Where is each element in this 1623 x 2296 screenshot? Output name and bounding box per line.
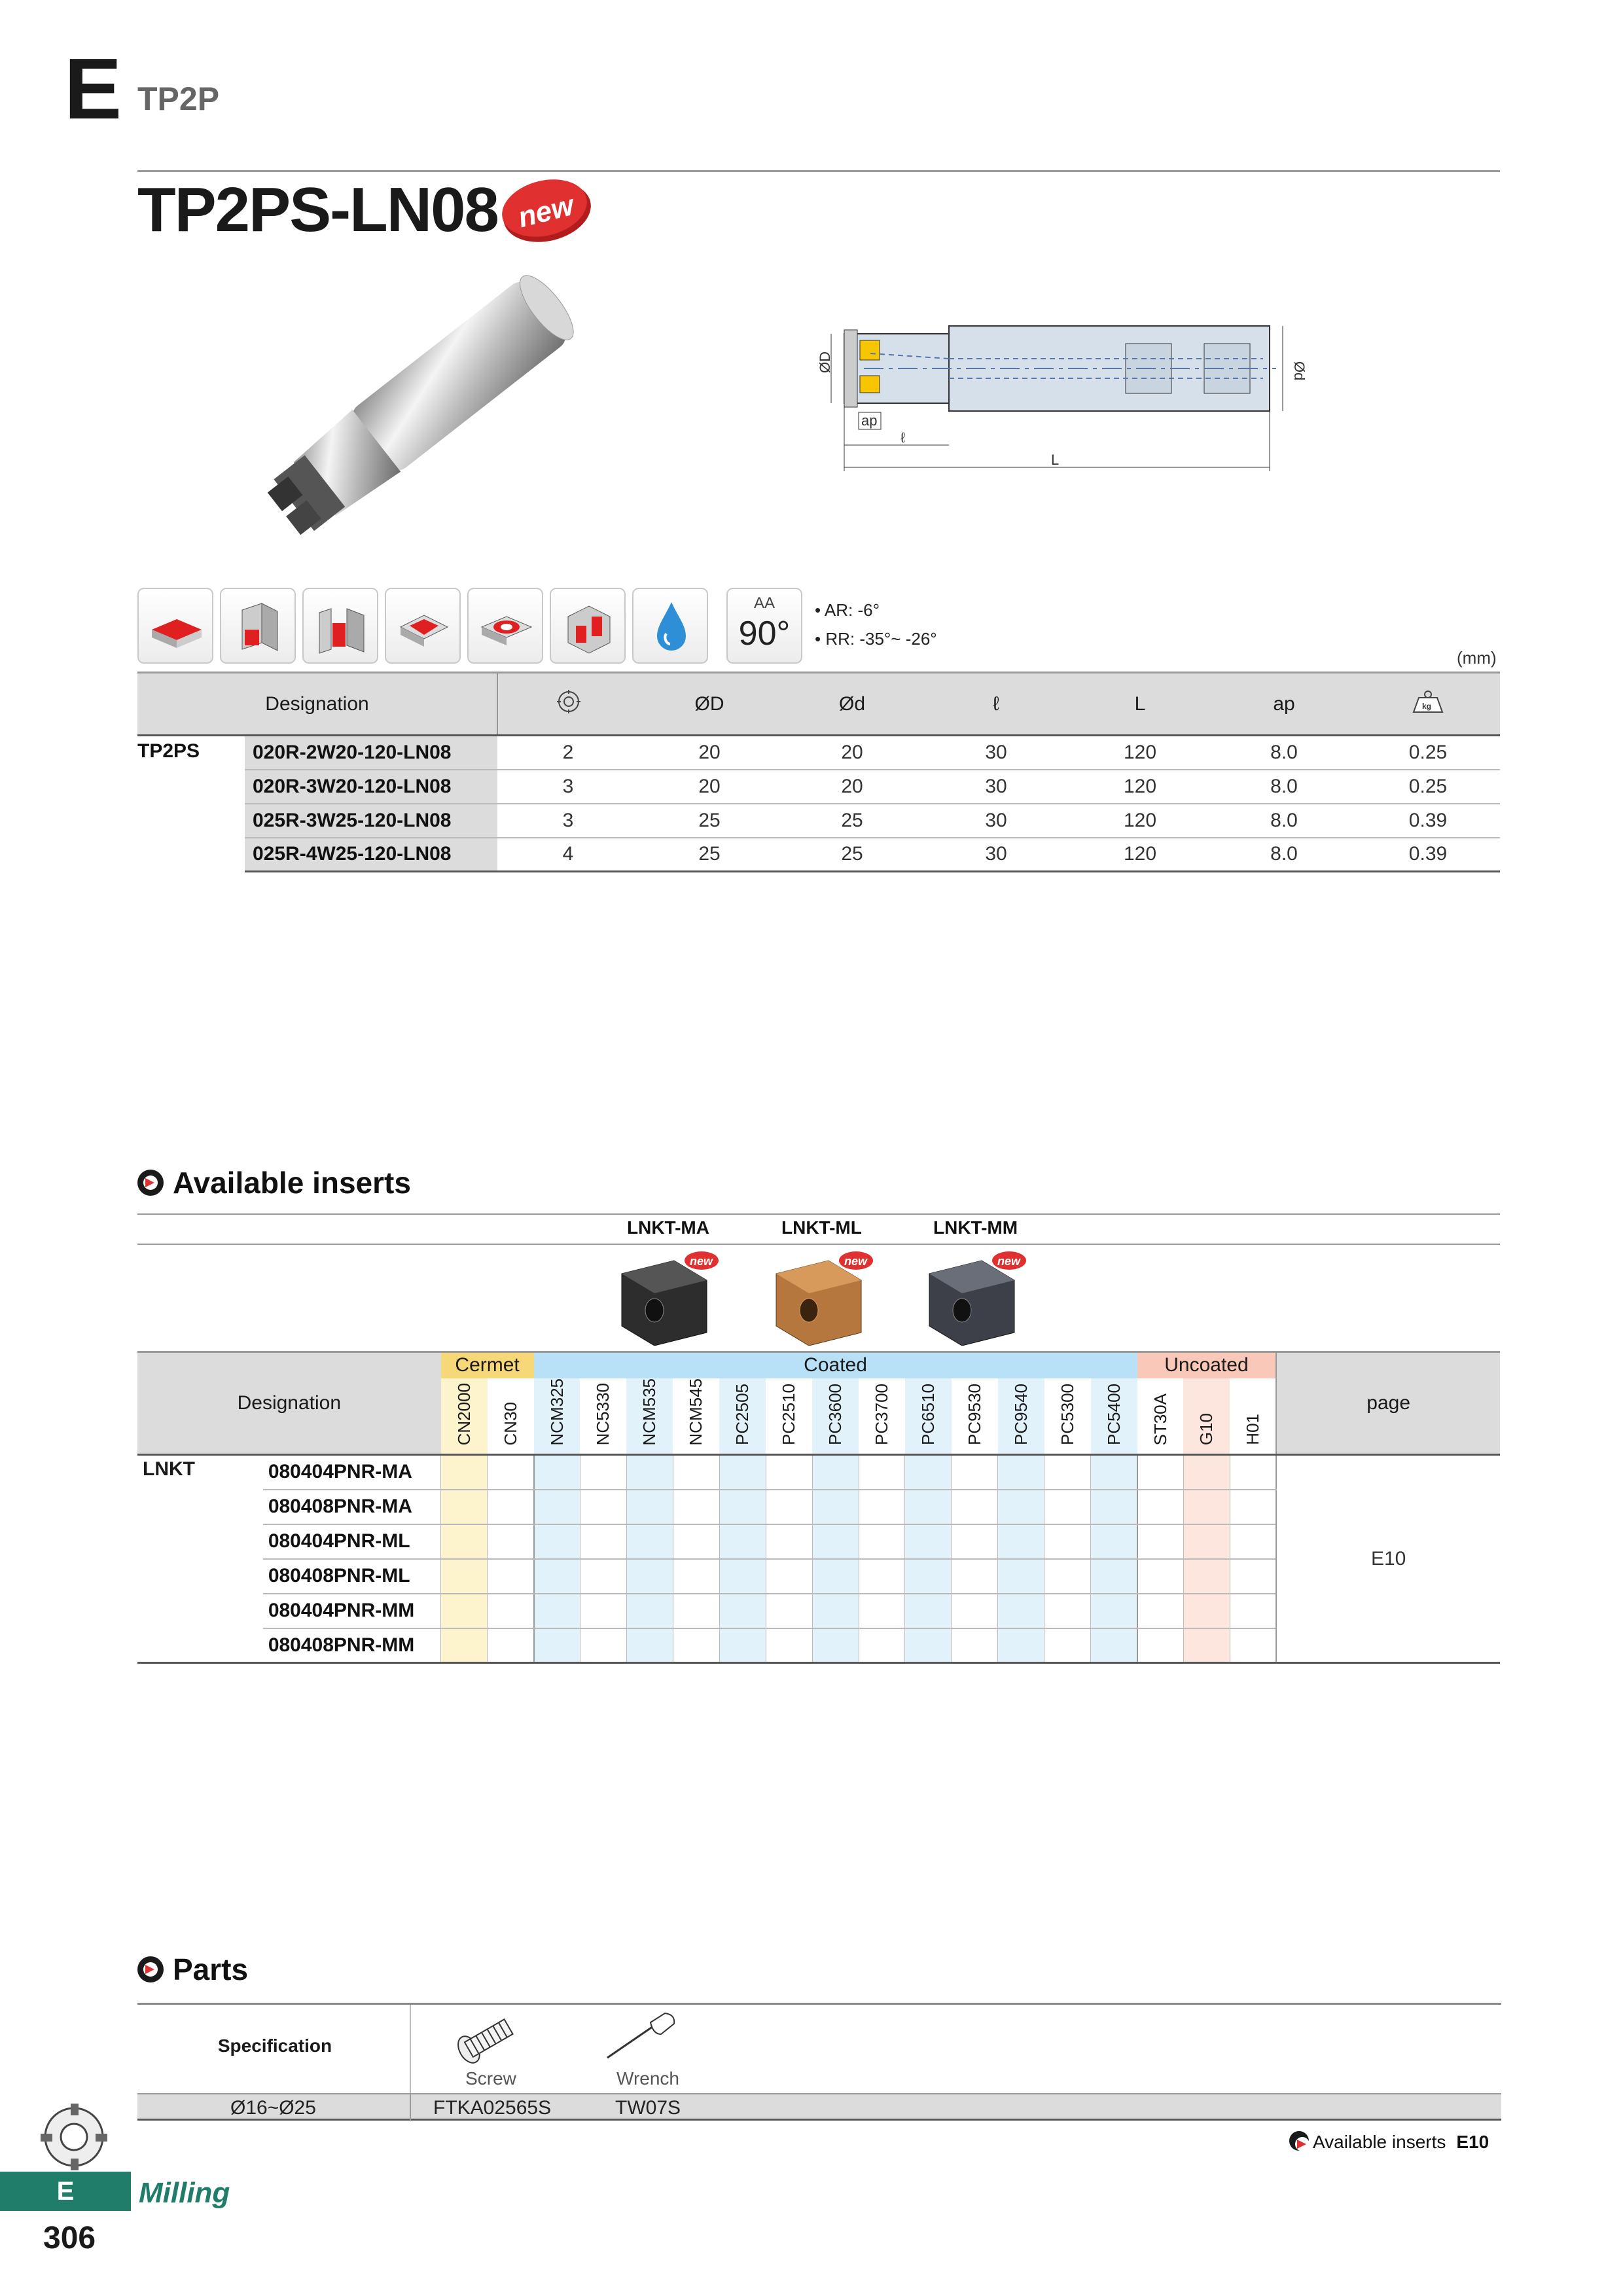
coolant-icon xyxy=(632,588,708,664)
insert-designation: 080404PNR-MM xyxy=(263,1594,441,1628)
radial-rake-note: • RR: -35°~ -26° xyxy=(815,629,937,649)
unit-note: (mm) xyxy=(1457,648,1497,668)
parts-spec-label: Specification xyxy=(217,2036,332,2056)
grade-cell xyxy=(1230,1490,1276,1524)
spec-d: 25 xyxy=(780,804,924,838)
page-number: 306 xyxy=(43,2221,96,2255)
grade-cell xyxy=(952,1490,998,1524)
grade-cell xyxy=(1044,1524,1091,1559)
insert-photo-ma xyxy=(615,1247,726,1349)
insert-designation: 080408PNR-ML xyxy=(263,1559,441,1594)
parts-divider xyxy=(410,2093,411,2121)
dim-L-label: L xyxy=(1051,452,1060,468)
spec-designation: 025R-3W25-120-LN08 xyxy=(245,804,497,838)
grade-cell xyxy=(580,1524,626,1559)
grade-cell xyxy=(905,1594,952,1628)
grade-cell xyxy=(488,1559,534,1594)
insert-designation: 080408PNR-MM xyxy=(263,1628,441,1663)
spec-row xyxy=(137,838,1500,872)
grade-cell xyxy=(441,1594,488,1628)
grade-cell xyxy=(719,1524,766,1559)
grade-cell xyxy=(626,1628,673,1663)
grade-cell xyxy=(812,1594,859,1628)
grade-cell xyxy=(673,1455,719,1490)
grade-cell xyxy=(1044,1594,1091,1628)
grade-cell xyxy=(673,1524,719,1559)
screw-value: FTKA02565S xyxy=(433,2097,552,2119)
parts-title: Parts xyxy=(173,1952,249,1986)
spec-L: 120 xyxy=(1068,736,1212,770)
spec-d: 20 xyxy=(780,770,924,804)
grade-pc2510 xyxy=(766,1378,812,1455)
grade-cell xyxy=(859,1524,905,1559)
grade-cell xyxy=(673,1628,719,1663)
grade-cell xyxy=(534,1490,580,1524)
parts-rule xyxy=(137,2003,1501,2005)
grade-pc2505 xyxy=(719,1378,766,1455)
grade-label: PC3600 xyxy=(825,1384,846,1446)
grade-label: NCM325 xyxy=(546,1378,567,1446)
new-badge-text: new xyxy=(997,1255,1021,1268)
slotting-icon xyxy=(302,588,378,664)
grade-cell xyxy=(488,1490,534,1524)
spec-ap: 8.0 xyxy=(1212,804,1356,838)
weight-icon xyxy=(1356,673,1500,736)
spec-L: 120 xyxy=(1068,838,1212,872)
grade-cell xyxy=(580,1559,626,1594)
section-letter: E xyxy=(64,41,122,137)
spec-d: 25 xyxy=(780,838,924,872)
grade-cell xyxy=(534,1455,580,1490)
grade-cell xyxy=(1137,1559,1184,1594)
spec-ap: 8.0 xyxy=(1212,736,1356,770)
product-title: TP2PS-LN08 xyxy=(137,175,498,245)
spec-d: 20 xyxy=(780,736,924,770)
spec-flutes: 3 xyxy=(497,770,639,804)
wrench-icon xyxy=(602,2011,681,2066)
grade-cell xyxy=(905,1524,952,1559)
spec-D: 25 xyxy=(639,804,780,838)
product-photo xyxy=(229,268,596,547)
wrench-value: TW07S xyxy=(615,2097,681,2119)
grade-cell xyxy=(1230,1594,1276,1628)
grade-ncm535 xyxy=(626,1378,673,1455)
spec-weight: 0.25 xyxy=(1356,736,1500,770)
spec-flutes: 4 xyxy=(497,838,639,872)
spec-l: 30 xyxy=(924,804,1068,838)
grade-label: CN30 xyxy=(500,1401,520,1446)
new-badge-text: new xyxy=(844,1255,868,1268)
grade-cell xyxy=(719,1490,766,1524)
grade-cell xyxy=(580,1490,626,1524)
grade-cell xyxy=(766,1524,812,1559)
section-arrow-icon xyxy=(137,1956,164,1982)
grade-cell xyxy=(1091,1594,1137,1628)
rake-angle-notes xyxy=(815,596,937,653)
section-arrow-icon xyxy=(1289,2131,1309,2151)
grade-cell xyxy=(1091,1559,1137,1594)
grade-pc3700 xyxy=(859,1378,905,1455)
face-milling-icon xyxy=(137,588,213,664)
grade-cell xyxy=(766,1594,812,1628)
insert-designation: 080408PNR-MA xyxy=(263,1490,441,1524)
insert-type-label: LNKT-MA xyxy=(627,1217,709,1238)
grade-label: PC9540 xyxy=(1010,1384,1031,1446)
spec-L: 120 xyxy=(1068,770,1212,804)
grade-pc6510 xyxy=(905,1378,952,1455)
grade-cell xyxy=(952,1524,998,1559)
grade-cell xyxy=(766,1559,812,1594)
grade-label: PC3700 xyxy=(871,1384,891,1446)
insert-type-label: LNKT-MM xyxy=(933,1217,1018,1238)
grade-cell xyxy=(626,1490,673,1524)
grade-cell xyxy=(1230,1524,1276,1559)
grade-cell xyxy=(488,1524,534,1559)
foot-link-label: Available inserts xyxy=(1313,2132,1446,2152)
spec-l: 30 xyxy=(924,838,1068,872)
axial-rake-note: • AR: -6° xyxy=(815,600,880,620)
grade-pc9530 xyxy=(952,1378,998,1455)
grade-cell xyxy=(998,1490,1044,1524)
grade-cell xyxy=(673,1559,719,1594)
grade-pc5400 xyxy=(1091,1378,1137,1455)
grade-cell xyxy=(673,1594,719,1628)
group-cermet: Cermet xyxy=(441,1352,534,1378)
spec-group: TP2PS xyxy=(137,740,200,762)
grade-cell xyxy=(812,1455,859,1490)
header-rule xyxy=(137,170,1500,172)
grade-cell xyxy=(859,1455,905,1490)
grade-cell xyxy=(766,1628,812,1663)
grade-cell xyxy=(626,1559,673,1594)
grade-cell xyxy=(812,1524,859,1559)
grade-cell xyxy=(766,1455,812,1490)
grade-cell xyxy=(1183,1559,1230,1594)
spec-row xyxy=(137,770,1500,804)
grade-cell xyxy=(905,1455,952,1490)
helical-interpolation-icon xyxy=(467,588,543,664)
dim-d-label: Ød xyxy=(1291,361,1308,381)
grade-cell xyxy=(998,1524,1044,1559)
spec-weight: 0.25 xyxy=(1356,770,1500,804)
grade-cell xyxy=(626,1524,673,1559)
grade-cell xyxy=(441,1628,488,1663)
flutes-icon xyxy=(497,673,639,736)
dim-D-label: ØD xyxy=(817,351,833,373)
parts-value-row xyxy=(137,2093,1501,2121)
grade-cell xyxy=(952,1628,998,1663)
grade-st30a xyxy=(1137,1378,1184,1455)
shoulder-milling-icon xyxy=(220,588,296,664)
grade-g10 xyxy=(1183,1378,1230,1455)
spec-flutes: 2 xyxy=(497,736,639,770)
grade-cell xyxy=(859,1594,905,1628)
grade-label: ST30A xyxy=(1150,1393,1170,1446)
grade-cell xyxy=(1137,1490,1184,1524)
header-D: ØD xyxy=(639,673,780,736)
grade-cell xyxy=(534,1594,580,1628)
technical-drawing xyxy=(805,314,1315,488)
grade-cell xyxy=(812,1490,859,1524)
foot-link-page: E10 xyxy=(1456,2132,1489,2152)
section-arrow-icon xyxy=(137,1170,164,1196)
approach-angle-label: AA xyxy=(753,594,775,612)
grade-cell xyxy=(488,1594,534,1628)
milling-cutter-icon xyxy=(38,2101,110,2176)
part-caption: Screw xyxy=(465,2068,516,2089)
inserts-heading xyxy=(137,1165,411,1200)
inserts-rule xyxy=(137,1213,1500,1215)
header-ap: ap xyxy=(1212,673,1356,736)
grade-cell xyxy=(441,1559,488,1594)
grade-nc5330 xyxy=(580,1378,626,1455)
new-badge xyxy=(497,171,596,253)
grade-cell xyxy=(1044,1559,1091,1594)
grade-cell xyxy=(534,1559,580,1594)
grade-cell xyxy=(1230,1559,1276,1594)
spec-l: 30 xyxy=(924,736,1068,770)
grade-label: PC9530 xyxy=(964,1384,984,1446)
grade-cell xyxy=(1044,1628,1091,1663)
inserts-group-row xyxy=(137,1352,1500,1378)
header-L: L xyxy=(1068,673,1212,736)
spec-D: 20 xyxy=(639,736,780,770)
grade-label: PC2505 xyxy=(732,1384,753,1446)
grade-cell xyxy=(1183,1455,1230,1490)
approach-angle-box xyxy=(726,588,802,664)
ramping-icon xyxy=(385,588,461,664)
section-name: TP2P xyxy=(137,81,220,117)
inserts-rule xyxy=(137,1244,1500,1245)
svg-text:kg: kg xyxy=(1422,701,1432,711)
grade-cell xyxy=(812,1628,859,1663)
grade-label: CN2000 xyxy=(454,1382,474,1446)
grade-cell xyxy=(441,1490,488,1524)
grade-cell xyxy=(1044,1455,1091,1490)
grade-cell xyxy=(998,1455,1044,1490)
insert-photo-ml xyxy=(770,1247,881,1349)
grade-cell xyxy=(905,1628,952,1663)
grade-cell xyxy=(998,1628,1044,1663)
grade-cell xyxy=(1044,1490,1091,1524)
spec-table xyxy=(137,672,1500,872)
grade-cell xyxy=(488,1455,534,1490)
grade-cell xyxy=(998,1594,1044,1628)
grade-pc5300 xyxy=(1044,1378,1091,1455)
spec-row xyxy=(137,804,1500,838)
grade-cell xyxy=(905,1490,952,1524)
insert-group: LNKT xyxy=(137,1455,263,1663)
grade-cell xyxy=(952,1594,998,1628)
grade-cell xyxy=(673,1490,719,1524)
screw-icon xyxy=(452,2009,524,2072)
inserts-table xyxy=(137,1351,1500,1664)
grade-cell xyxy=(1091,1524,1137,1559)
spec-ap: 8.0 xyxy=(1212,838,1356,872)
grade-cell xyxy=(952,1559,998,1594)
dim-ap-label: ap xyxy=(861,412,878,429)
grade-label: G10 xyxy=(1196,1412,1217,1446)
grade-pc3600 xyxy=(812,1378,859,1455)
grade-cell xyxy=(626,1594,673,1628)
spec-weight: 0.39 xyxy=(1356,804,1500,838)
grade-cell xyxy=(1137,1524,1184,1559)
grade-cell xyxy=(1137,1594,1184,1628)
parts-heading xyxy=(137,1952,248,1987)
spec-weight: 0.39 xyxy=(1356,838,1500,872)
spec-l: 30 xyxy=(924,770,1068,804)
grade-cell xyxy=(441,1455,488,1490)
insert-page-ref[interactable]: E10 xyxy=(1276,1455,1500,1663)
insert-row xyxy=(137,1455,1500,1490)
spec-flutes: 3 xyxy=(497,804,639,838)
grade-cell xyxy=(626,1455,673,1490)
grade-cell xyxy=(580,1455,626,1490)
spec-L: 120 xyxy=(1068,804,1212,838)
grade-cell xyxy=(1091,1628,1137,1663)
grade-label: NCM545 xyxy=(686,1378,706,1446)
header-d: Ød xyxy=(780,673,924,736)
grade-label: H01 xyxy=(1242,1414,1262,1446)
grade-ncm545 xyxy=(673,1378,719,1455)
approach-angle-value: 90° xyxy=(738,615,791,653)
grade-cell xyxy=(998,1559,1044,1594)
grade-label: PC5300 xyxy=(1057,1384,1077,1446)
grade-cell xyxy=(1183,1594,1230,1628)
grade-cell xyxy=(1091,1455,1137,1490)
grade-ncm325 xyxy=(534,1378,580,1455)
grade-cell xyxy=(1183,1490,1230,1524)
grade-cell xyxy=(766,1490,812,1524)
grade-cell xyxy=(1183,1628,1230,1663)
spec-D: 25 xyxy=(639,838,780,872)
available-inserts-link[interactable] xyxy=(1289,2131,1489,2153)
grade-cell xyxy=(905,1559,952,1594)
grade-cn30 xyxy=(488,1378,534,1455)
parts-range: Ø16~Ø25 xyxy=(230,2097,316,2119)
grade-pc9540 xyxy=(998,1378,1044,1455)
grade-cell xyxy=(952,1455,998,1490)
insert-type-label: LNKT-ML xyxy=(781,1217,862,1238)
insert-photo-mm xyxy=(923,1247,1034,1349)
grade-label: PC5400 xyxy=(1103,1384,1124,1446)
spec-designation: 020R-2W20-120-LN08 xyxy=(245,736,497,770)
insert-designation: 080404PNR-MA xyxy=(263,1455,441,1490)
grade-cell xyxy=(1137,1455,1184,1490)
insert-designation: 080404PNR-ML xyxy=(263,1524,441,1559)
grade-label: PC6510 xyxy=(918,1384,938,1446)
group-uncoated: Uncoated xyxy=(1137,1352,1277,1378)
grade-cell xyxy=(859,1559,905,1594)
grade-cell xyxy=(859,1490,905,1524)
grade-cell xyxy=(1230,1455,1276,1490)
grade-cell xyxy=(580,1594,626,1628)
category-label: Milling xyxy=(139,2177,230,2209)
dim-l-label: ℓ xyxy=(901,429,906,446)
inserts-title: Available inserts xyxy=(173,1166,411,1200)
new-badge-text: new xyxy=(690,1255,713,1268)
spec-D: 20 xyxy=(639,770,780,804)
grade-cell xyxy=(1183,1524,1230,1559)
grade-cn2000 xyxy=(441,1378,488,1455)
grade-cell xyxy=(859,1628,905,1663)
grade-cell xyxy=(719,1594,766,1628)
pocketing-icon xyxy=(550,588,626,664)
grade-cell xyxy=(534,1628,580,1663)
grade-cell xyxy=(719,1628,766,1663)
grade-cell xyxy=(488,1628,534,1663)
new-badge-text: new xyxy=(514,189,577,234)
grade-cell xyxy=(812,1559,859,1594)
header-designation: Designation xyxy=(137,673,497,736)
inserts-header-designation: Designation xyxy=(137,1352,441,1455)
grade-label: PC2510 xyxy=(779,1384,799,1446)
grade-cell xyxy=(441,1524,488,1559)
spec-header-row xyxy=(137,673,1500,736)
grade-cell xyxy=(719,1455,766,1490)
header-l: ℓ xyxy=(924,673,1068,736)
grade-cell xyxy=(719,1559,766,1594)
grade-cell xyxy=(1230,1628,1276,1663)
spec-designation: 025R-4W25-120-LN08 xyxy=(245,838,497,872)
grade-h01 xyxy=(1230,1378,1276,1455)
spec-designation: 020R-3W20-120-LN08 xyxy=(245,770,497,804)
grade-cell xyxy=(534,1524,580,1559)
group-coated: Coated xyxy=(534,1352,1137,1378)
spec-row xyxy=(137,736,1500,770)
grade-label: NC5330 xyxy=(593,1382,613,1446)
grade-label: NCM535 xyxy=(639,1378,660,1446)
section-tab: E xyxy=(0,2172,131,2211)
spec-ap: 8.0 xyxy=(1212,770,1356,804)
grade-cell xyxy=(580,1628,626,1663)
grade-cell xyxy=(1091,1490,1137,1524)
part-caption: Wrench xyxy=(616,2068,679,2089)
grade-cell xyxy=(1137,1628,1184,1663)
inserts-header-page: page xyxy=(1276,1352,1500,1455)
